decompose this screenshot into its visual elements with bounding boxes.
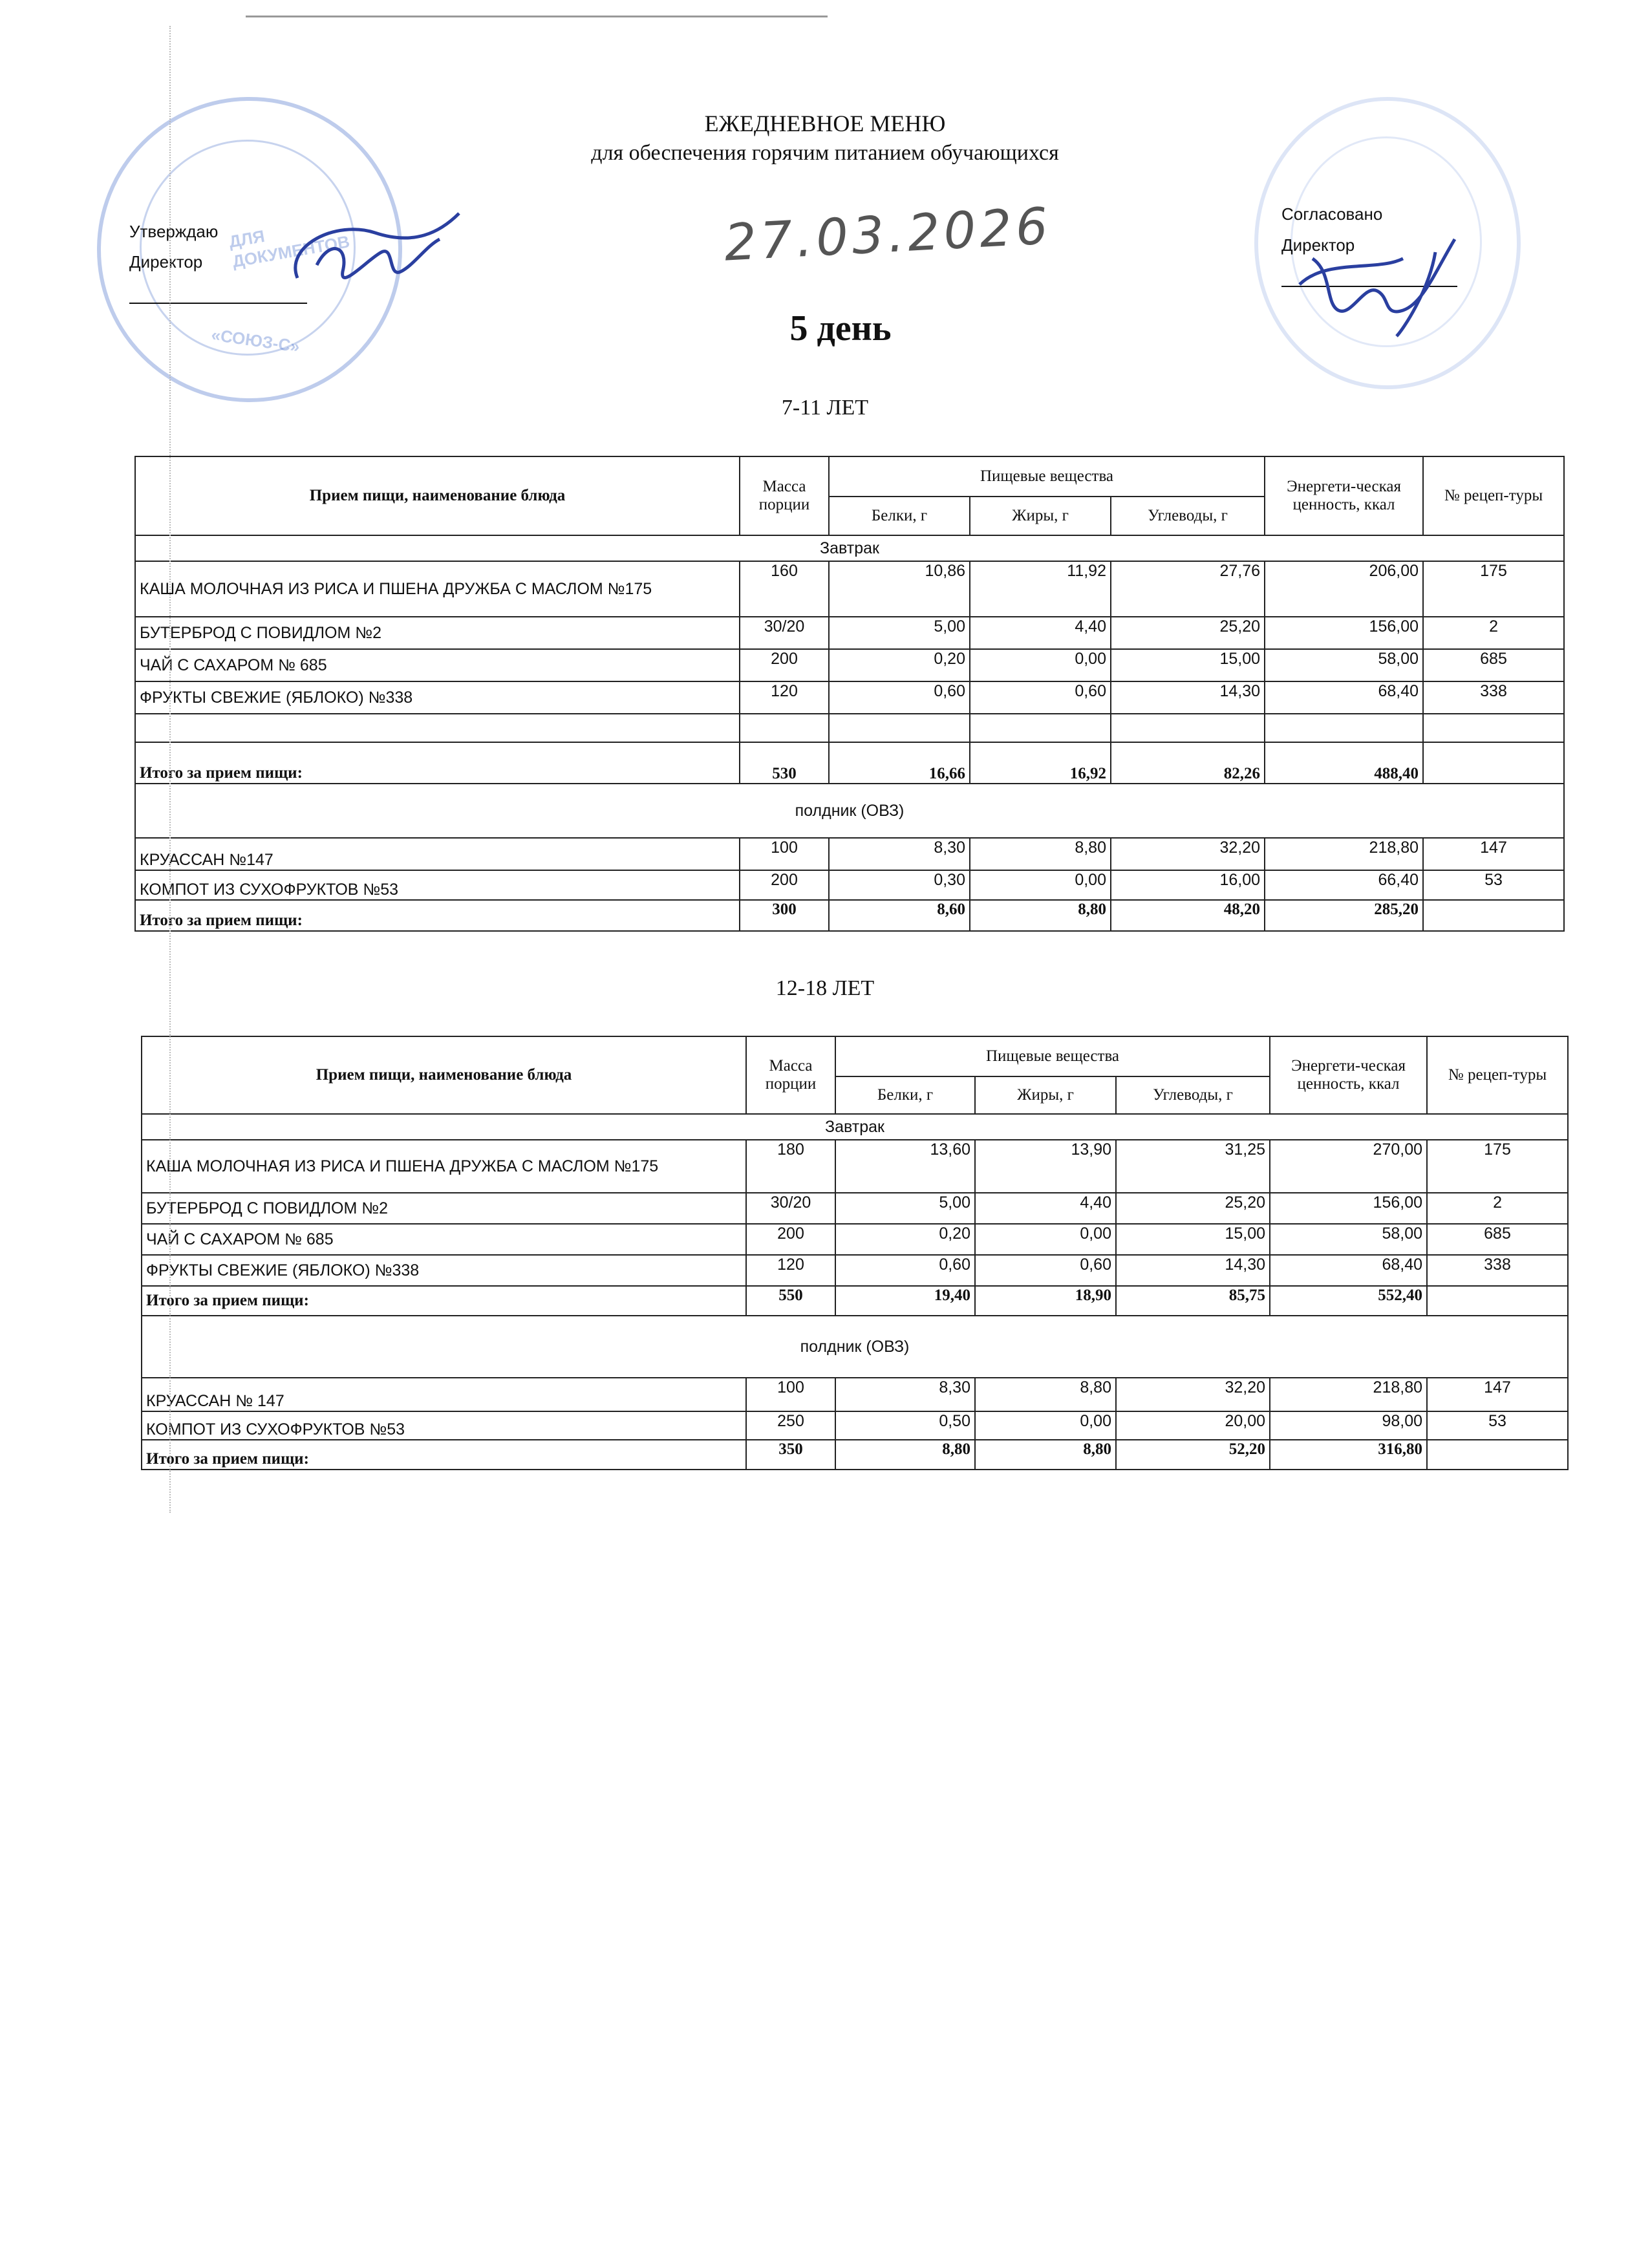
dish-carbs: 32,20 bbox=[1116, 1378, 1270, 1411]
dish-protein: 5,00 bbox=[835, 1193, 975, 1224]
total-row bbox=[135, 742, 1564, 784]
director-label-left: Директор bbox=[129, 252, 203, 272]
approve-label: Утверждаю bbox=[129, 222, 219, 241]
dish-protein: 10,86 bbox=[829, 561, 970, 617]
dish-recipe: 53 bbox=[1423, 870, 1564, 900]
total-energy: 285,20 bbox=[1265, 900, 1423, 931]
total-label: Итого за прием пищи: bbox=[135, 900, 740, 931]
total-energy: 552,40 bbox=[1270, 1286, 1427, 1316]
dish-protein: 8,30 bbox=[829, 838, 970, 870]
dish-protein: 8,30 bbox=[835, 1378, 975, 1411]
total-row bbox=[135, 900, 1564, 931]
dish-fat: 4,40 bbox=[975, 1193, 1116, 1224]
dish-name: КРУАССАН №147 bbox=[135, 838, 740, 870]
meal-section-title: Завтрак bbox=[142, 1114, 1568, 1140]
total-carbs: 85,75 bbox=[1116, 1286, 1270, 1316]
handwritten-date: 27.03.2026 bbox=[723, 197, 1053, 273]
dish-protein: 13,60 bbox=[835, 1140, 975, 1193]
dish-carbs: 16,00 bbox=[1111, 870, 1265, 900]
table-row bbox=[135, 870, 1564, 900]
dish-fat: 11,92 bbox=[970, 561, 1111, 617]
total-protein: 8,80 bbox=[835, 1440, 975, 1470]
dish-mass: 30/20 bbox=[740, 617, 829, 649]
col-header-mass: Масса порции bbox=[746, 1036, 835, 1114]
dish-mass: 180 bbox=[746, 1140, 835, 1193]
dish-energy: 58,00 bbox=[1265, 649, 1423, 681]
total-mass: 300 bbox=[740, 900, 829, 931]
col-header-protein: Белки, г bbox=[835, 1076, 975, 1114]
dish-protein: 0,30 bbox=[829, 870, 970, 900]
dish-carbs: 25,20 bbox=[1111, 617, 1265, 649]
dish-recipe: 53 bbox=[1427, 1411, 1568, 1440]
dish-fat: 13,90 bbox=[975, 1140, 1116, 1193]
table-row bbox=[135, 649, 1564, 681]
meal-section-title: полдник (ОВЗ) bbox=[142, 1316, 1568, 1378]
dish-mass: 250 bbox=[746, 1411, 835, 1440]
total-fat: 8,80 bbox=[970, 900, 1111, 931]
table-row bbox=[142, 1140, 1568, 1193]
dish-mass: 200 bbox=[746, 1224, 835, 1255]
dish-protein: 5,00 bbox=[829, 617, 970, 649]
dish-name: ЧАЙ С САХАРОМ № 685 bbox=[135, 649, 740, 681]
dish-name: КАША МОЛОЧНАЯ ИЗ РИСА И ПШЕНА ДРУЖБА С МАСЛОМ №175 bbox=[135, 561, 740, 617]
menu-table-12-18 bbox=[141, 1036, 1569, 1470]
dish-name: КОМПОТ ИЗ СУХОФРУКТОВ №53 bbox=[135, 870, 740, 900]
dish-fat: 0,60 bbox=[975, 1255, 1116, 1286]
meal-section-title: полдник (ОВЗ) bbox=[135, 784, 1564, 838]
total-row bbox=[142, 1440, 1568, 1470]
empty-row bbox=[135, 714, 1564, 742]
dish-mass: 120 bbox=[746, 1255, 835, 1286]
col-header-fat: Жиры, г bbox=[970, 497, 1111, 535]
total-mass: 350 bbox=[746, 1440, 835, 1470]
document-title: ЕЖЕДНЕВНОЕ МЕНЮ bbox=[704, 111, 946, 136]
table-row bbox=[142, 1411, 1568, 1440]
dish-name: ФРУКТЫ СВЕЖИЕ (ЯБЛОКО) №338 bbox=[142, 1255, 746, 1286]
dish-carbs: 14,30 bbox=[1116, 1255, 1270, 1286]
col-header-nutrients: Пищевые вещества bbox=[835, 1036, 1270, 1076]
dish-recipe: 685 bbox=[1423, 649, 1564, 681]
dish-fat: 8,80 bbox=[970, 838, 1111, 870]
dish-carbs: 31,25 bbox=[1116, 1140, 1270, 1193]
col-header-name: Прием пищи, наименование блюда bbox=[142, 1036, 746, 1114]
director-label-right: Директор bbox=[1281, 235, 1355, 255]
dish-mass: 200 bbox=[740, 649, 829, 681]
dish-recipe: 175 bbox=[1427, 1140, 1568, 1193]
dish-energy: 66,40 bbox=[1265, 870, 1423, 900]
total-energy: 316,80 bbox=[1270, 1440, 1427, 1470]
dish-energy: 156,00 bbox=[1270, 1193, 1427, 1224]
dish-fat: 0,00 bbox=[970, 649, 1111, 681]
dish-carbs: 25,20 bbox=[1116, 1193, 1270, 1224]
col-header-carbs: Углеводы, г bbox=[1116, 1076, 1270, 1114]
dish-protein: 0,60 bbox=[829, 681, 970, 714]
total-carbs: 48,20 bbox=[1111, 900, 1265, 931]
col-header-fat: Жиры, г bbox=[975, 1076, 1116, 1114]
dish-energy: 218,80 bbox=[1265, 838, 1423, 870]
col-header-energy: Энергети-ческая ценность, ккал bbox=[1265, 456, 1423, 535]
dish-energy: 58,00 bbox=[1270, 1224, 1427, 1255]
table-row bbox=[135, 681, 1564, 714]
meal-section-title: Завтрак bbox=[135, 535, 1564, 561]
dish-protein: 0,20 bbox=[835, 1224, 975, 1255]
total-protein: 19,40 bbox=[835, 1286, 975, 1316]
signature-left bbox=[278, 207, 472, 304]
scan-edge-line bbox=[246, 16, 828, 17]
dish-fat: 0,00 bbox=[970, 870, 1111, 900]
total-label: Итого за прием пищи: bbox=[142, 1286, 746, 1316]
dish-fat: 8,80 bbox=[975, 1378, 1116, 1411]
dish-mass: 100 bbox=[740, 838, 829, 870]
menu-table-7-11 bbox=[134, 456, 1565, 932]
total-label: Итого за прием пищи: bbox=[135, 742, 740, 784]
dish-energy: 156,00 bbox=[1265, 617, 1423, 649]
total-fat: 18,90 bbox=[975, 1286, 1116, 1316]
dish-recipe: 2 bbox=[1423, 617, 1564, 649]
dish-carbs: 20,00 bbox=[1116, 1411, 1270, 1440]
dish-recipe: 2 bbox=[1427, 1193, 1568, 1224]
dish-mass: 200 bbox=[740, 870, 829, 900]
col-header-nutrients: Пищевые вещества bbox=[829, 456, 1265, 497]
document-subtitle: для обеспечения горячим питанием обучающихся bbox=[591, 141, 1059, 165]
day-label: 5 день bbox=[789, 308, 892, 348]
total-carbs: 52,20 bbox=[1116, 1440, 1270, 1470]
total-row bbox=[142, 1286, 1568, 1316]
stamp-partial-text: ДЛЯ ДОКУМЕНТОВ bbox=[227, 226, 352, 272]
dish-energy: 218,80 bbox=[1270, 1378, 1427, 1411]
dish-mass: 30/20 bbox=[746, 1193, 835, 1224]
table-row bbox=[135, 838, 1564, 870]
dish-mass: 120 bbox=[740, 681, 829, 714]
table-row bbox=[142, 1378, 1568, 1411]
dish-carbs: 14,30 bbox=[1111, 681, 1265, 714]
dish-energy: 68,40 bbox=[1270, 1255, 1427, 1286]
dish-carbs: 15,00 bbox=[1116, 1224, 1270, 1255]
total-label: Итого за прием пищи: bbox=[142, 1440, 746, 1470]
total-protein: 8,60 bbox=[829, 900, 970, 931]
dish-carbs: 27,76 bbox=[1111, 561, 1265, 617]
dish-recipe: 175 bbox=[1423, 561, 1564, 617]
dish-carbs: 32,20 bbox=[1111, 838, 1265, 870]
total-protein: 16,66 bbox=[829, 742, 970, 784]
table-row bbox=[142, 1224, 1568, 1255]
dish-name: БУТЕРБРОД С ПОВИДЛОМ №2 bbox=[142, 1193, 746, 1224]
total-fat: 8,80 bbox=[975, 1440, 1116, 1470]
signature-right bbox=[1287, 233, 1481, 343]
dish-name: БУТЕРБРОД С ПОВИДЛОМ №2 bbox=[135, 617, 740, 649]
dish-name: ФРУКТЫ СВЕЖИЕ (ЯБЛОКО) №338 bbox=[135, 681, 740, 714]
dish-energy: 206,00 bbox=[1265, 561, 1423, 617]
table-row bbox=[142, 1255, 1568, 1286]
dish-fat: 4,40 bbox=[970, 617, 1111, 649]
scan-edge-left bbox=[169, 26, 171, 1513]
dish-recipe: 685 bbox=[1427, 1224, 1568, 1255]
stamp-org-text: «СОЮЗ-С» bbox=[209, 325, 301, 357]
col-header-recipe: № рецеп-туры bbox=[1423, 456, 1564, 535]
dish-mass: 160 bbox=[740, 561, 829, 617]
dish-recipe: 338 bbox=[1427, 1255, 1568, 1286]
dish-energy: 98,00 bbox=[1270, 1411, 1427, 1440]
dish-name: ЧАЙ С САХАРОМ № 685 bbox=[142, 1224, 746, 1255]
table-row bbox=[135, 561, 1564, 617]
dish-recipe: 147 bbox=[1423, 838, 1564, 870]
dish-protein: 0,60 bbox=[835, 1255, 975, 1286]
dish-mass: 100 bbox=[746, 1378, 835, 1411]
dish-recipe: 338 bbox=[1423, 681, 1564, 714]
col-header-recipe: № рецеп-туры bbox=[1427, 1036, 1568, 1114]
dish-fat: 0,60 bbox=[970, 681, 1111, 714]
col-header-energy: Энергети-ческая ценность, ккал bbox=[1270, 1036, 1427, 1114]
total-mass: 550 bbox=[746, 1286, 835, 1316]
dish-fat: 0,00 bbox=[975, 1411, 1116, 1440]
dish-energy: 68,40 bbox=[1265, 681, 1423, 714]
table-row bbox=[142, 1193, 1568, 1224]
dish-carbs: 15,00 bbox=[1111, 649, 1265, 681]
age-group-title: 12-18 ЛЕТ bbox=[775, 976, 875, 1000]
age-group-title: 7-11 ЛЕТ bbox=[781, 396, 869, 420]
dish-energy: 270,00 bbox=[1270, 1140, 1427, 1193]
total-energy: 488,40 bbox=[1265, 742, 1423, 784]
col-header-mass: Масса порции bbox=[740, 456, 829, 535]
total-mass: 530 bbox=[740, 742, 829, 784]
table-row bbox=[135, 617, 1564, 649]
col-header-protein: Белки, г bbox=[829, 497, 970, 535]
dish-recipe: 147 bbox=[1427, 1378, 1568, 1411]
col-header-carbs: Углеводы, г bbox=[1111, 497, 1265, 535]
dish-protein: 0,20 bbox=[829, 649, 970, 681]
dish-fat: 0,00 bbox=[975, 1224, 1116, 1255]
agreed-label: Согласовано bbox=[1281, 204, 1383, 224]
dish-name: КАША МОЛОЧНАЯ ИЗ РИСА И ПШЕНА ДРУЖБА С МАСЛОМ №175 bbox=[142, 1140, 746, 1193]
col-header-name: Прием пищи, наименование блюда bbox=[135, 456, 740, 535]
total-fat: 16,92 bbox=[970, 742, 1111, 784]
dish-name: КОМПОТ ИЗ СУХОФРУКТОВ №53 bbox=[142, 1411, 746, 1440]
total-carbs: 82,26 bbox=[1111, 742, 1265, 784]
dish-protein: 0,50 bbox=[835, 1411, 975, 1440]
dish-name: КРУАССАН № 147 bbox=[142, 1378, 746, 1411]
